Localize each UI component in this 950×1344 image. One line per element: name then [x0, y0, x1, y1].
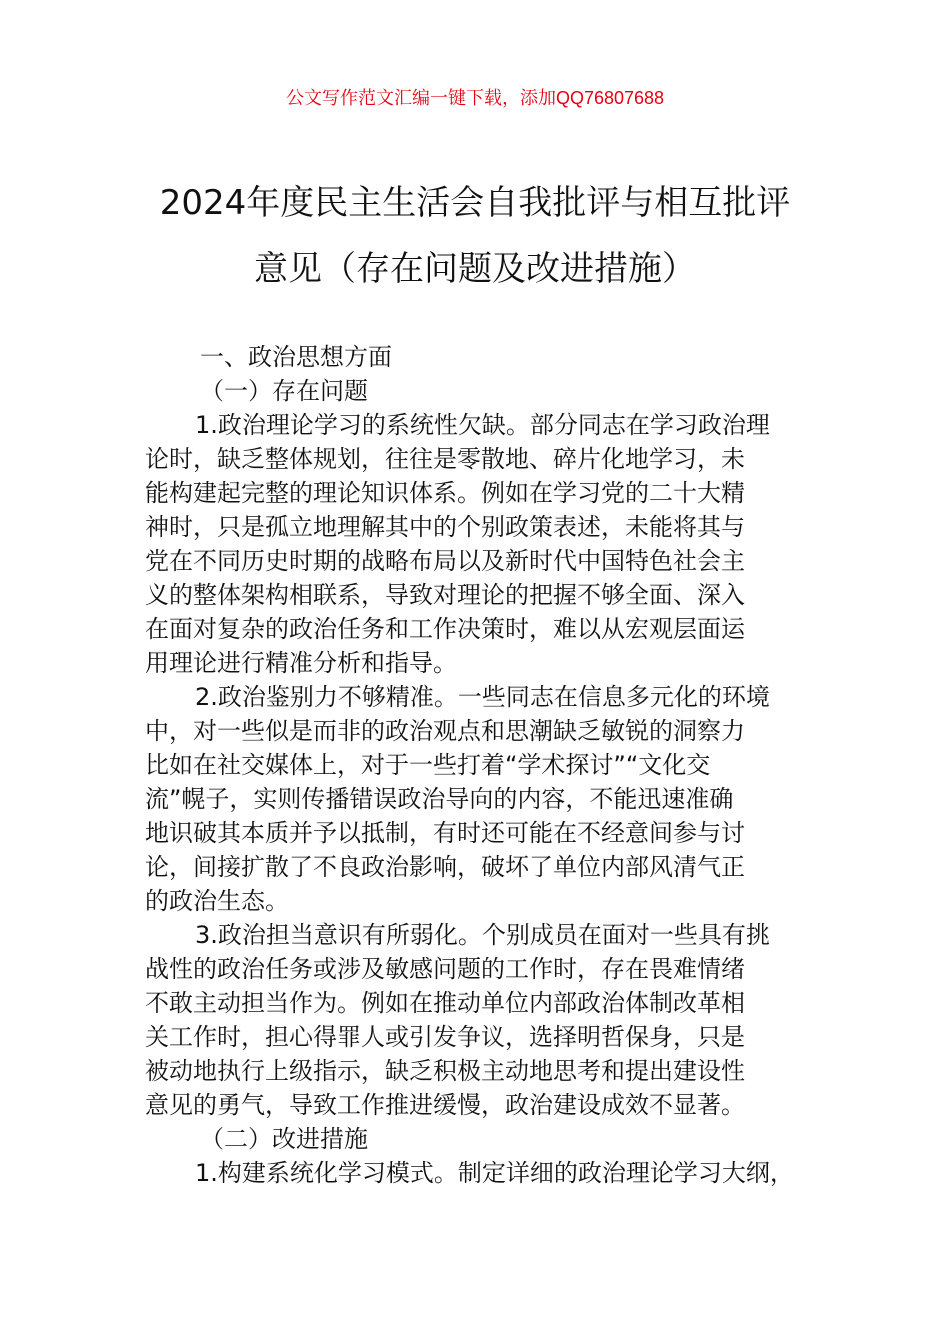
- paragraph-line: 流”幌子，实则传播错误政治导向的内容，不能迅速准确: [145, 785, 734, 813]
- paragraph-line: 1.构建系统化学习模式。制定详细的政治理论学习大纲，: [195, 1159, 794, 1187]
- document-title-line-2: 意见（存在问题及改进措施）: [254, 249, 696, 289]
- paragraph-line: 关工作时，担心得罪人或引发争议，选择明哲保身，只是: [145, 1023, 745, 1051]
- paragraph-line: 的政治生态。: [145, 887, 289, 915]
- subsection-heading: （二）改进措施: [200, 1125, 368, 1153]
- paragraph-line: 地识破其本质并予以抵制，有时还可能在不经意间参与讨: [145, 819, 745, 847]
- paragraph-line: 党在不同历史时期的战略布局以及新时代中国特色社会主: [145, 547, 745, 575]
- paragraph-line: 3.政治担当意识有所弱化。个别成员在面对一些具有挑: [195, 921, 770, 949]
- paragraph-line: 比如在社交媒体上，对于一些打着“学术探讨”“文化交: [145, 751, 711, 779]
- paragraph-line: 中，对一些似是而非的政治观点和思潮缺乏敏锐的洞察力: [145, 717, 745, 745]
- section-heading: 一、政治思想方面: [200, 343, 392, 371]
- paragraph-line: 神时，只是孤立地理解其中的个别政策表述，未能将其与: [145, 513, 745, 541]
- paragraph-line: 意见的勇气，导致工作推进缓慢，政治建设成效不显著。: [145, 1091, 745, 1119]
- document-title-line-1: 2024年度民主生活会自我批评与相互批评: [159, 183, 791, 223]
- paragraph-line: 义的整体架构相联系，导致对理论的把握不够全面、深入: [145, 581, 745, 609]
- subsection-heading: （一）存在问题: [200, 377, 368, 405]
- paragraph-line: 2.政治鉴别力不够精准。一些同志在信息多元化的环境: [195, 683, 770, 711]
- paragraph-line: 用理论进行精准分析和指导。: [145, 649, 457, 677]
- paragraph-line: 在面对复杂的政治任务和工作决策时，难以从宏观层面运: [145, 615, 745, 643]
- paragraph-line: 论，间接扩散了不良政治影响，破坏了单位内部风清气正: [145, 853, 745, 881]
- document-body: [145, 340, 825, 1190]
- download-banner: 公文写作范文汇编一键下载，添加QQ76807688: [285, 88, 665, 108]
- paragraph-line: 战性的政治任务或涉及敏感问题的工作时，存在畏难情绪: [145, 955, 745, 983]
- paragraph-line: 被动地执行上级指示，缺乏积极主动地思考和提出建设性: [145, 1057, 745, 1085]
- paragraph-line: 1.政治理论学习的系统性欠缺。部分同志在学习政治理: [195, 411, 770, 439]
- paragraph-line: 不敢主动担当作为。例如在推动单位内部政治体制改革相: [145, 989, 745, 1017]
- paragraph-line: 能构建起完整的理论知识体系。例如在学习党的二十大精: [145, 479, 745, 507]
- paragraph-line: 论时，缺乏整体规划，往往是零散地、碎片化地学习，未: [145, 445, 745, 473]
